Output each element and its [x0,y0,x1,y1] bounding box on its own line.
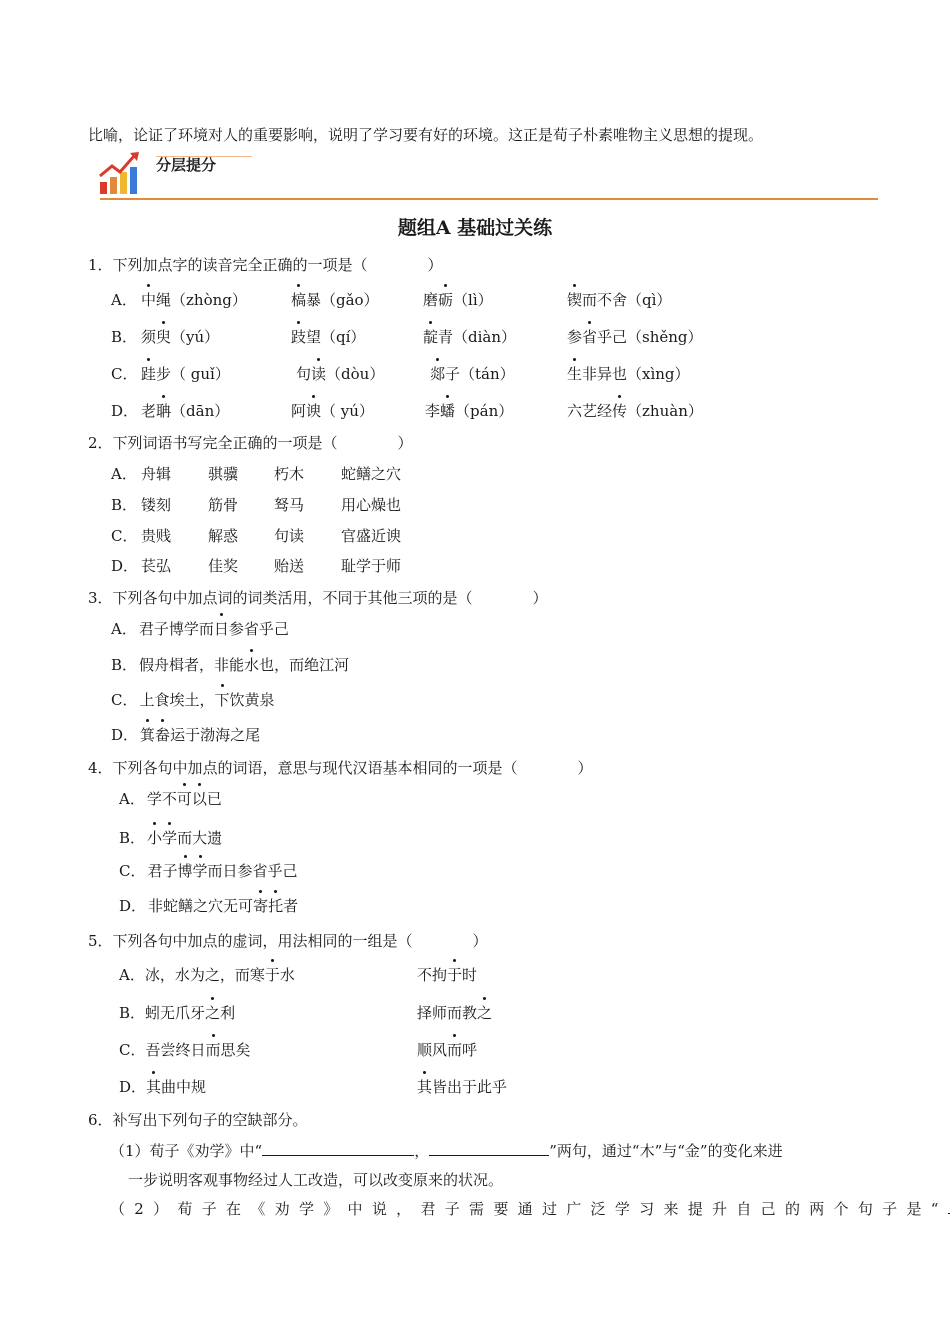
q5-stem: 5．下列各句中加点的虚词，用法相同的一组是（ ） [88,932,488,950]
q4-option-a [119,788,222,809]
q2-item: 舟辑 [141,465,172,483]
q5-row-c-right [417,1039,477,1060]
q6-p1-text-a: （1）荀子《劝学》中“ [110,1142,263,1160]
q4-stem: 4．下列各句中加点的词语，意思与现代汉语基本相同的一项是（ ） [88,759,593,777]
q2-option-label: C． [111,527,138,545]
q1-stem: 1．下列加点字的读音完全正确的一项是（ ） [88,256,443,274]
section-divider [100,198,878,200]
q1-a-2: 槁暴（gǎo） [291,291,379,309]
q3-option-d [111,724,260,745]
q1-d-2: 阿谀（ yú） [291,402,374,420]
q6-p1-text-b: ”两句，通过“木”与“金”的变化来进 [549,1142,783,1160]
q3-option-b [111,654,349,675]
option-label: B． [119,829,146,847]
q5-row-d-left [119,1076,206,1097]
dotted-char: 寄 [253,897,269,915]
q4-option-d [119,895,298,916]
dotted-char: 托 [268,897,284,915]
intro-line: 比喻，论证了环境对人的重要影响，说明了学习要有好的环境。这正是荀子朴素唯物主义思想的提现。 [88,126,764,144]
q5-row-d-right [417,1076,507,1097]
option-text: 而大遗 [177,829,223,847]
option-text: 参省乎己 [228,620,289,638]
q2-option-label: D． [111,557,139,575]
q2-item: 耻学于师 [341,557,402,575]
q2-option-label: B． [111,496,138,514]
q2-stem: 2．下列词语书写完全正确的一项是（ ） [88,434,413,452]
q2-item: 用心燥也 [341,496,402,514]
option-label: A． [111,620,137,638]
dotted-char: 之 [205,1004,221,1022]
dotted-char: 博 [177,862,193,880]
q2-option-label: A． [111,465,137,483]
q6-stem: 6．补写出下列句子的空缺部分。 [88,1111,308,1129]
dotted-char: 小 [147,829,163,847]
dotted-char: 水 [244,656,260,674]
option-label: D． [119,897,147,915]
option-text: 冰，水为之，而寒 [144,966,265,984]
dotted-char: 于 [447,966,463,984]
q1-d-4: 六艺经传（zhuàn） [567,402,703,420]
q2-item: 苌弘 [141,557,172,575]
q2-item: 朽木 [274,465,305,483]
q1-d-1: 老聃（dān） [141,402,230,420]
option-text: 顺风 [417,1041,448,1059]
bar-2 [110,177,117,194]
option-text: 蚓无爪牙 [145,1004,206,1022]
dotted-char: 其 [417,1078,433,1096]
q1-c-1: 跬步（ guǐ） [141,365,230,383]
q3-stem: 3．下列各句中加点词的词类活用，不同于其他三项的是（ ） [88,589,548,607]
option-label: B． [119,1004,146,1022]
option-text: 呼 [462,1041,478,1059]
option-text: 学不 [146,790,177,808]
q5-row-b-left [119,1002,235,1023]
option-label: C． [119,862,146,880]
q2-item: 佳奖 [208,557,239,575]
option-label: A． [119,966,145,984]
dotted-char: 可 [176,790,192,808]
q6-part1 [110,1140,783,1161]
option-text: 时 [462,966,478,984]
q1-c-4: 生非异也（xìng） [567,365,690,383]
q2-item: 镂刻 [141,496,172,514]
q1-b-1: 须臾（yú） [141,328,220,346]
option-label: C． [119,1041,146,1059]
q2-item: 蛇鳝之穴 [341,465,402,483]
option-text: 饮黄泉 [229,691,275,709]
option-text: 运于渤海之尾 [170,726,261,744]
option-text: 非蛇鳝之穴无可 [148,897,254,915]
q5-row-b-right [417,1002,492,1023]
answer-blank-1[interactable] [262,1141,414,1156]
q1-c-2: 句读（dòu） [296,365,385,383]
option-text: 利 [220,1004,236,1022]
bar-1 [100,182,107,194]
answer-blank-2[interactable] [429,1141,549,1156]
dotted-char: 下 [214,691,230,709]
q2-item: 筋骨 [208,496,239,514]
q5-row-c-left [119,1039,251,1060]
option-text: 也，而绝江河 [259,656,350,674]
option-text: 择师而教 [417,1004,478,1022]
q1-row-c: C． [111,365,138,383]
option-text: 君子 [147,862,178,880]
q5-row-a-right [417,964,477,985]
q5-row-a-left [119,964,295,985]
option-text: 水 [279,966,295,984]
option-text: 曲中规 [161,1078,207,1096]
q1-a-4: 锲而不舍（qì） [567,291,672,309]
dotted-char: 畚 [155,726,171,744]
q1-b-3: 靛青（diàn） [423,328,517,346]
q2-item: 骐骥 [208,465,239,483]
option-label: D． [119,1078,147,1096]
dotted-char: 以 [191,790,207,808]
bar-3 [120,172,127,194]
q1-row-b: B． [111,328,138,346]
dotted-char: 箕 [140,726,156,744]
option-text: 假舟楫者，非能 [139,656,245,674]
q2-item: 驽马 [274,496,305,514]
q2-item: 贵贱 [141,527,172,545]
dotted-char: 学 [162,829,178,847]
q1-d-3: 李蟠（pán） [425,402,514,420]
option-text: 而日参省乎己 [207,862,298,880]
q6-p2-text: （2）荀子在《劝学》中说，君子需要通过广泛学习来提升自己的两个句子是“ [110,1200,948,1218]
dotted-char: 而 [447,1041,463,1059]
q6-part2 [110,1198,950,1219]
option-label: A． [111,291,137,309]
option-text: 皆出于此乎 [432,1078,508,1096]
q2-item: 官盛近谀 [341,527,402,545]
q1-b-4: 参省乎己（shěng） [567,328,703,346]
option-text: 君子博学而 [138,620,214,638]
q4-option-c [119,860,298,881]
q1-row-a [111,289,137,310]
option-text: 已 [206,790,222,808]
dotted-char: 日 [213,620,229,638]
q3-option-a [111,618,289,639]
q1-b-2: 跂望（qí） [291,328,366,346]
q1-a-3: 磨砺（lì） [423,291,493,309]
option-label: C． [111,691,138,709]
banner-label: 分层提分 [156,156,217,174]
option-text: 吾尝终日 [145,1041,206,1059]
dotted-char: 学 [192,862,208,880]
q6-part1-line2: 一步说明客观事物经过人工改造，可以改变原来的状况。 [128,1171,504,1189]
dotted-char: 于 [264,966,280,984]
q3-option-c [111,689,275,710]
option-label: B． [111,656,138,674]
q1-row-d: D． [111,402,139,420]
dotted-char: 之 [477,1004,493,1022]
option-text: 者 [283,897,299,915]
q6-p1-comma: ， [414,1142,430,1160]
option-label: D． [111,726,139,744]
option-label: A． [119,790,145,808]
dotted-char: 而 [205,1041,221,1059]
option-text: 上食埃土， [139,691,215,709]
q2-item: 贻送 [274,557,305,575]
q4-option-b [119,827,222,848]
section-title: 题组A 基础过关练 [397,217,553,239]
option-text: 不拘 [417,966,448,984]
q1-c-3: 郯子（tán） [430,365,515,383]
bar-4 [130,167,137,194]
q1-a-1: 中绳（zhòng） [141,291,247,309]
q2-item: 句读 [274,527,305,545]
option-text: 思矣 [220,1041,251,1059]
dotted-char: 其 [146,1078,162,1096]
q2-item: 解惑 [208,527,239,545]
